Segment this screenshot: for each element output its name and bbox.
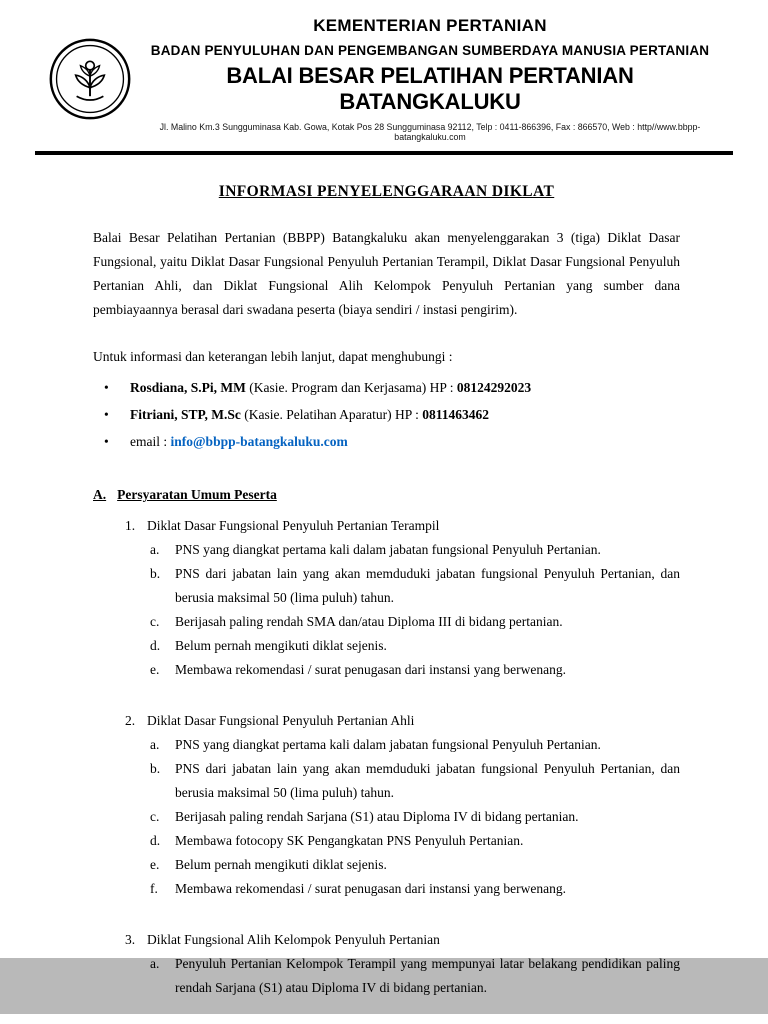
contact-intro: Untuk informasi dan keterangan lebih lanjut, dapat menghubungi : [93, 349, 453, 364]
office-name: BALAI BESAR PELATIHAN PERTANIAN BATANGKALUKU [226, 63, 634, 114]
item-letter: f. [150, 881, 158, 896]
section-a-heading [93, 483, 680, 507]
item-letter: c. [150, 809, 160, 824]
requirement-group-2 [125, 709, 680, 901]
item-text: PNS yang diangkat pertama kali dalam jabatan fungsional Penyuluh Pertanian. [175, 542, 601, 557]
ministry-emblem-icon [47, 36, 133, 122]
item-text: Membawa rekomendasi / surat penugasan dari instansi yang berwenang. [175, 662, 567, 677]
contact-item-rosdiana [93, 374, 680, 401]
contact-item-email [93, 428, 680, 455]
item-text: PNS dari jabatan lain yang akan memduduki jabatan fungsional Penyuluh Pertanian, dan berusia maksimal 50 (lima puluh) tahun. [175, 566, 680, 605]
item-text: Berijasah paling rendah SMA dan/atau Diploma III di bidang pertanian. [175, 614, 563, 629]
contact-detail: (Kasie. Program dan Kerjasama) HP : [245, 380, 457, 395]
item-letter: e. [150, 662, 160, 677]
item-text: PNS yang diangkat pertama kali dalam jabatan fungsional Penyuluh Pertanian. [175, 737, 601, 752]
intro-paragraph: Balai Besar Pelatihan Pertanian (BBPP) Batangkaluku akan menyelenggarakan 3 (tiga) Diklat Dasar Fungsional, yaitu Diklat Dasar Fungsional Penyuluh Pertanian Terampil, Diklat Dasar Fungsional Penyuluh Pertanian Ahli, dan Diklat Fungsional Alih Kelompok Penyuluh Pertanian yang sumber dana pembiayaannya berasal dari swadana peserta (biaya sendiri / instasi pengirim). [93, 230, 680, 317]
item-letter: e. [150, 857, 160, 872]
requirement-item [150, 658, 680, 682]
requirement-group-1 [125, 514, 680, 682]
item-text: Membawa fotocopy SK Pengangkatan PNS Penyuluh Pertanian. [175, 833, 524, 848]
email-link[interactable]: info@bbpp-batangkaluku.com [170, 434, 348, 449]
requirement-group-3 [125, 928, 680, 1000]
group-title-text: Diklat Dasar Fungsional Penyuluh Pertanian Terampil [147, 518, 440, 533]
contact-item-fitriani [93, 401, 680, 428]
item-text: Berijasah paling rendah Sarjana (S1) atau Diploma IV di bidang pertanian. [175, 809, 579, 824]
bullet-icon: • [104, 380, 109, 395]
requirement-item [150, 610, 680, 634]
email-label: email : [130, 434, 171, 449]
document-title: INFORMASI PENYELENGGARAAN DIKLAT [218, 183, 555, 200]
requirement-item [150, 733, 680, 757]
item-text: Membawa rekomendasi / surat penugasan dari instansi yang berwenang. [175, 881, 567, 896]
contact-text [130, 428, 348, 455]
address-line: Jl. Malino Km.3 Sungguminasa Kab. Gowa, Kotak Pos 28 Sungguminasa 92112, Telp : 0411-866396, Fax : 866570, Web : http//www.bbpp-batangkaluku.com [159, 122, 701, 142]
contact-phone: 0811463462 [422, 407, 489, 422]
item-text: Belum pernah mengikuti diklat sejenis. [175, 638, 387, 653]
group-number: 3. [125, 932, 136, 947]
section-a-label: A. [93, 487, 107, 502]
agency-name: BADAN PENYULUHAN DAN PENGEMBANGAN SUMBERDAYA MANUSIA PERTANIAN [150, 43, 710, 58]
group-title-text: Diklat Dasar Fungsional Penyuluh Pertanian Ahli [147, 713, 415, 728]
item-letter: a. [150, 956, 160, 971]
bullet-icon: • [104, 434, 109, 449]
ministry-name: KEMENTERIAN PERTANIAN [313, 16, 547, 35]
group-title [125, 928, 680, 952]
group-number: 1. [125, 518, 136, 533]
item-letter: b. [150, 761, 161, 776]
contact-list [93, 374, 680, 455]
letterhead-divider [35, 151, 733, 155]
contact-detail: (Kasie. Pelatihan Aparatur) HP : [240, 407, 423, 422]
requirement-item [150, 829, 680, 853]
item-letter: d. [150, 638, 161, 653]
contact-name: Fitriani, STP, M.Sc [130, 407, 241, 422]
group-title-text: Diklat Fungsional Alih Kelompok Penyuluh Pertanian [147, 932, 440, 947]
group-number: 2. [125, 713, 136, 728]
contact-text [130, 374, 531, 401]
requirement-item [150, 805, 680, 829]
item-text: Penyuluh Pertanian Kelompok Terampil yang mempunyai latar belakang pendidikan paling rendah Sarjana (S1) atau Diploma IV di bidang pertanian. [175, 956, 680, 995]
item-letter: b. [150, 566, 161, 581]
item-letter: a. [150, 542, 160, 557]
contact-text [130, 401, 489, 428]
contact-name: Rosdiana, S.Pi, MM [130, 380, 246, 395]
document-body [0, 183, 768, 1000]
section-a-title: Persyaratan Umum Peserta [117, 487, 277, 502]
requirement-item [150, 952, 680, 1000]
item-letter: c. [150, 614, 160, 629]
next-page-edge [0, 1014, 768, 1024]
requirement-item [150, 757, 680, 805]
requirement-item [150, 877, 680, 901]
item-letter: d. [150, 833, 161, 848]
requirement-item [150, 562, 680, 610]
group-title [125, 514, 680, 538]
requirement-item [150, 634, 680, 658]
requirement-item [150, 538, 680, 562]
item-text: Belum pernah mengikuti diklat sejenis. [175, 857, 387, 872]
item-text: PNS dari jabatan lain yang akan memduduki jabatan fungsional Penyuluh Pertanian, dan berusia maksimal 50 (lima puluh) tahun. [175, 761, 680, 800]
bullet-icon: • [104, 407, 109, 422]
group-title [125, 709, 680, 733]
contact-phone: 08124292023 [456, 380, 532, 395]
letterhead-text [133, 16, 733, 142]
letterhead [0, 0, 768, 146]
requirement-item [150, 853, 680, 877]
item-letter: a. [150, 737, 160, 752]
